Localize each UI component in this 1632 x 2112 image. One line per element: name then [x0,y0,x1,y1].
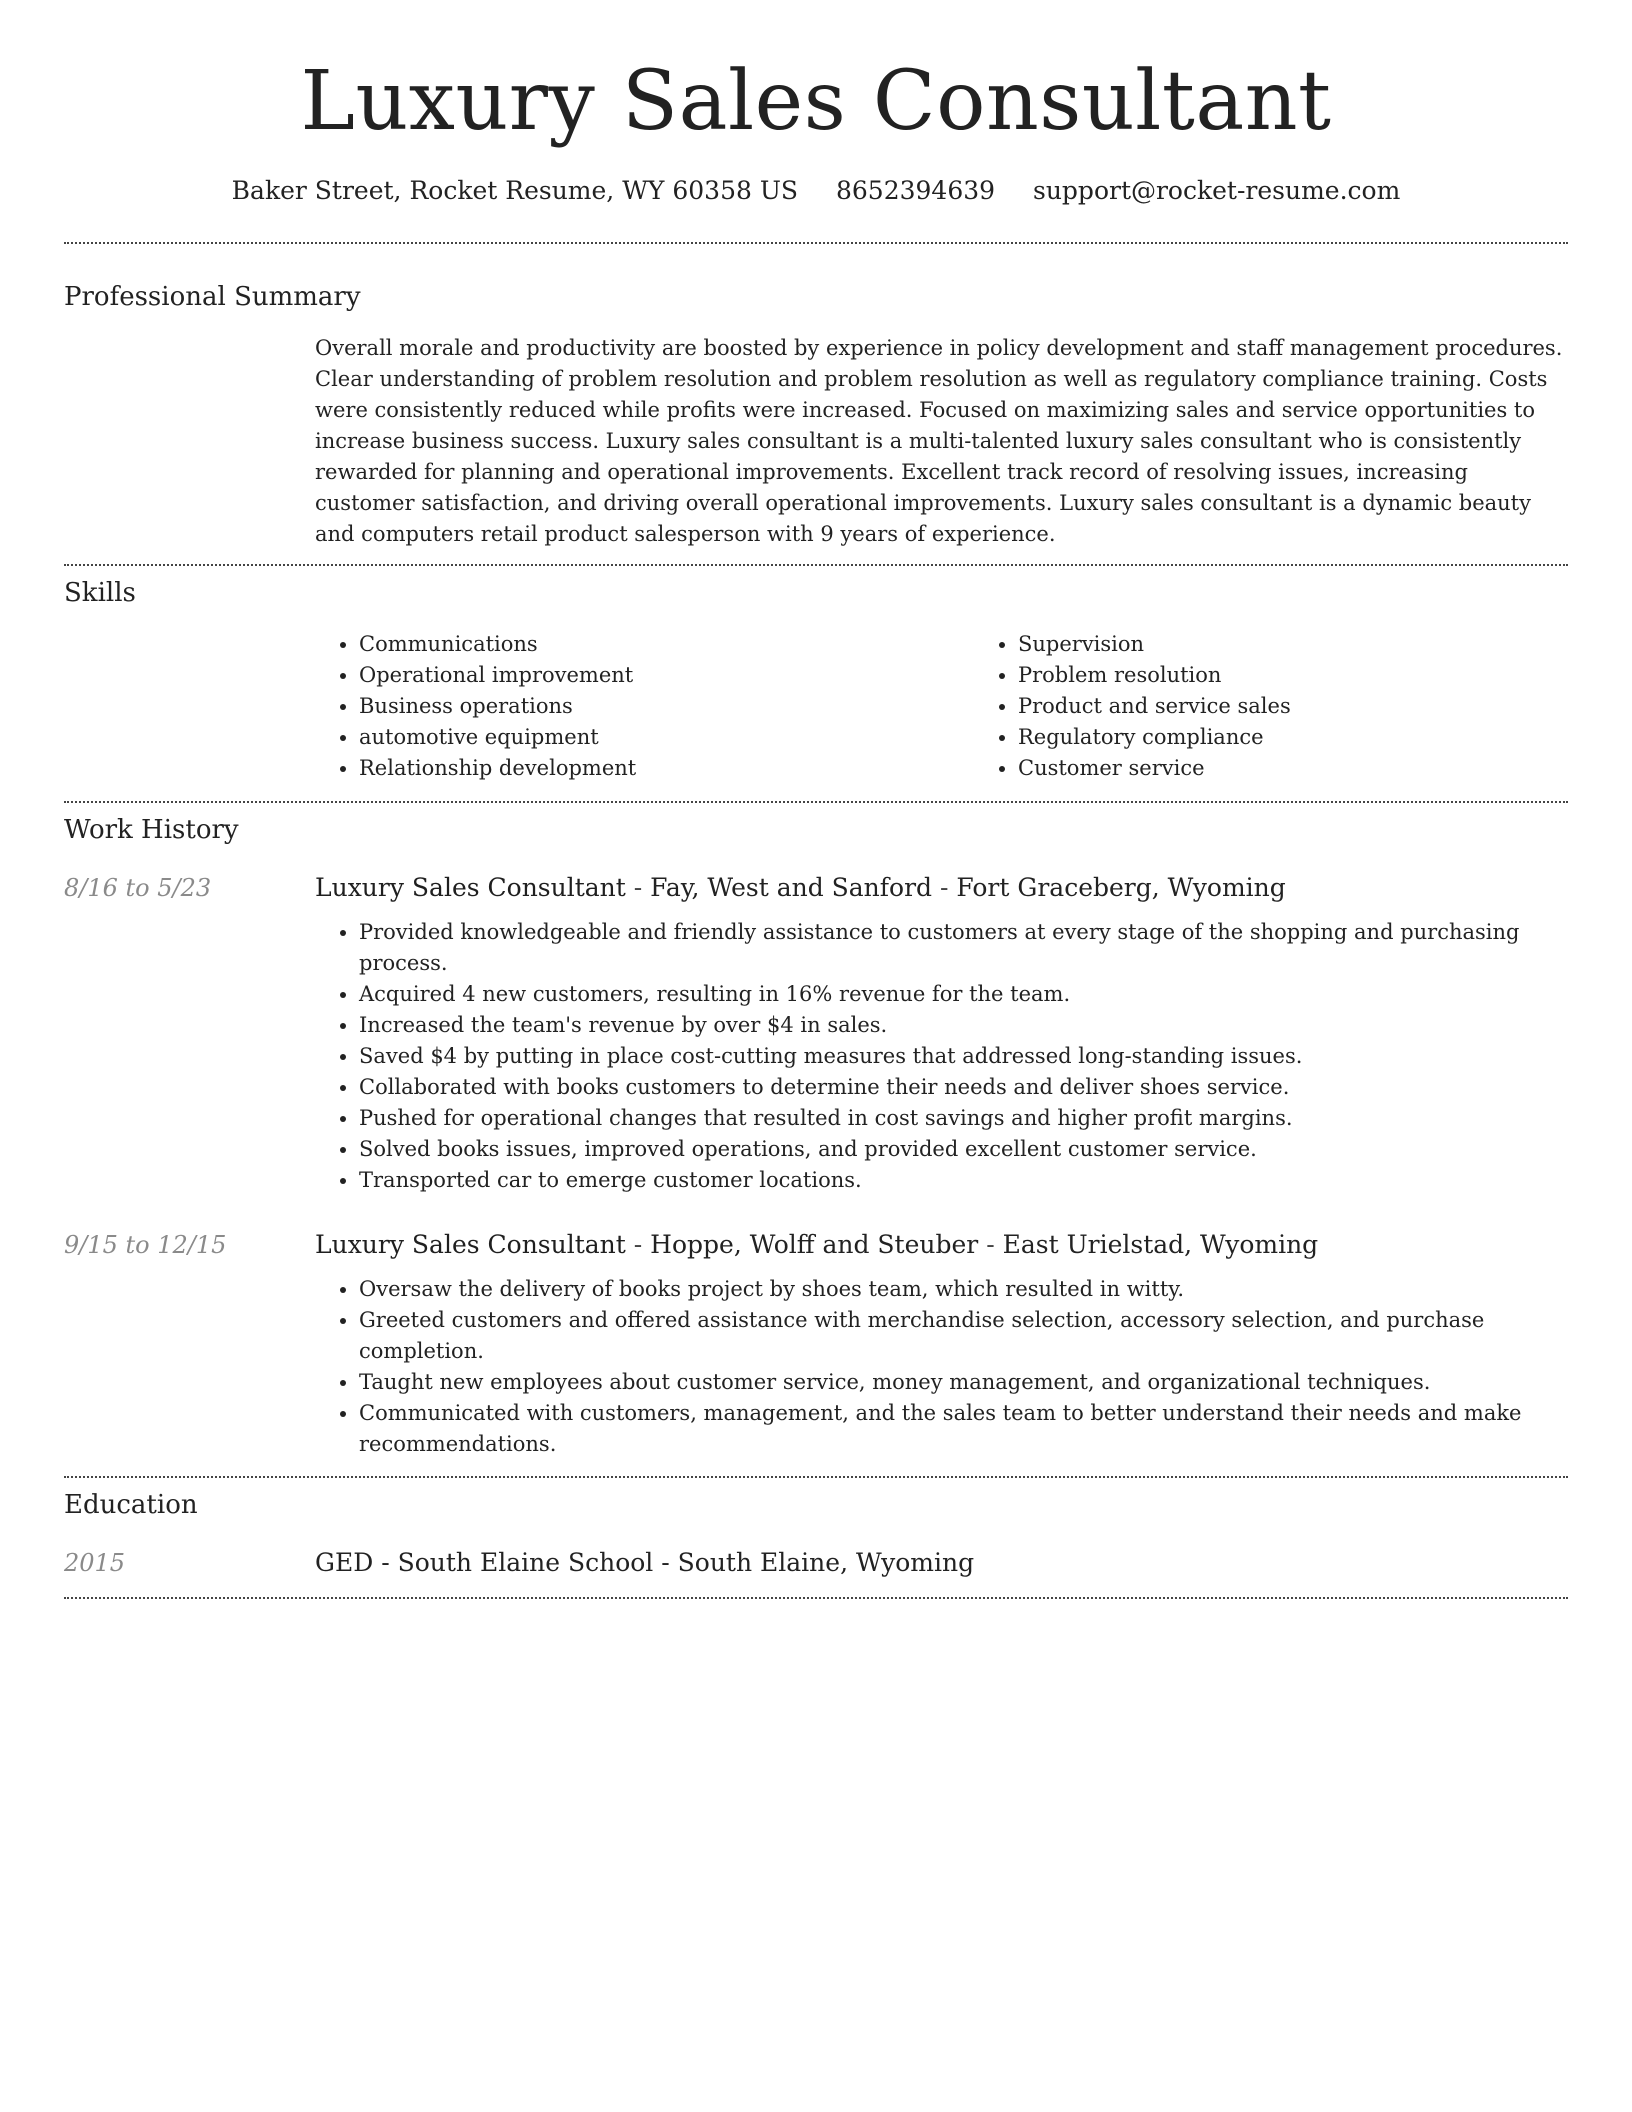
skill-item: • Regulatory compliance [1018,722,1632,753]
job-company: Hoppe, Wolff and Steuber [650,1230,979,1259]
summary-left-gutter [64,333,315,550]
job-separator: - [978,1230,1003,1259]
job-separator: - [625,873,651,902]
education-year: 2015 [64,1549,126,1577]
education-heading [315,1546,1568,1580]
skill-item: • Product and service sales [1018,691,1632,722]
work-title: Work History [64,815,239,845]
job-location: East Urielstad, Wyoming [1002,1230,1319,1259]
skill-item: • Operational improvement [359,660,974,691]
job-bullet: • Pushed for operational changes that resulted in cost savings and higher profit margins. [359,1103,1568,1134]
contact-email: support@rocket-resume.com [1033,176,1401,205]
resume-name: Luxury Sales Consultant [300,54,1332,149]
work-section [64,803,1568,1476]
job-bullet: • Taught new employees about customer service, money management, and organizational techniques. [359,1367,1568,1398]
job-dates: 9/15 to 12/15 [64,1231,227,1259]
job-entry [64,871,1568,1196]
education-separator: - [653,1548,678,1577]
skills-left-gutter [64,629,315,784]
skill-item: • Problem resolution [1018,660,1632,691]
job-heading [315,871,1568,905]
job-dates: 8/16 to 5/23 [64,874,212,902]
job-role: Luxury Sales Consultant [315,1230,626,1259]
education-location: South Elaine, Wyoming [677,1548,975,1577]
education-school: South Elaine School [397,1548,654,1577]
education-title: Education [64,1490,198,1520]
skills-list-right [974,629,1632,784]
education-degree: GED [315,1548,374,1577]
job-role: Luxury Sales Consultant [315,873,626,902]
job-bullet: • Acquired 4 new customers, resulting in 16% revenue for the team. [359,979,1568,1010]
contact-phone: 8652394639 [835,176,996,205]
job-company: Fay, West and Sanford [650,873,933,902]
skills-title: Skills [64,578,136,608]
job-heading [315,1228,1568,1262]
divider [64,1597,1568,1599]
job-bullet: • Provided knowledgeable and friendly assistance to customers at every stage of the shopping and purchasing process. [359,917,1568,979]
job-bullet: • Oversaw the delivery of books project by shoes team, which resulted in witty. [359,1274,1568,1305]
skill-item: • Supervision [1018,629,1632,660]
job-bullet: • Collaborated with books customers to determine their needs and deliver shoes service. [359,1072,1568,1103]
job-bullet: • Saved $4 by putting in place cost-cutting measures that addressed long-standing issues. [359,1041,1568,1072]
job-entry [64,1228,1568,1476]
skills-list-left [315,629,974,784]
summary-text: Overall morale and productivity are boosted by experience in policy development and staff management procedures. Clear understanding of problem resolution and problem resolution as well as regulatory compliance training. Costs were consistently reduced while profits were increased. Focused on maximizing sales and service opportunities to increase business success. Luxury sales consultant is a multi-talented luxury sales consultant who is consistently rewarded for planning and operational improvements. Excellent track record of resolving issues, increasing customer satisfaction, and driving overall operational improvements. Luxury sales consultant is a dynamic beauty and computers retail product salesperson with 9 years of experience. [315,336,1563,546]
summary-section [64,244,1568,564]
summary-title: Professional Summary [64,282,361,312]
education-entry [64,1546,1568,1597]
job-bullet: • Communicated with customers, management, and the sales team to better understand their needs and make recommendations. [359,1398,1568,1460]
job-location: Fort Graceberg, Wyoming [956,873,1286,902]
job-separator: - [932,873,957,902]
skill-item: • Communications [359,629,974,660]
education-section [64,1478,1568,1597]
job-bullet: • Solved books issues, improved operations, and provided excellent customer service. [359,1134,1568,1165]
job-bullets [315,917,1568,1196]
job-bullet: • Greeted customers and offered assistance with merchandise selection, accessory selection, and purchase completion. [359,1305,1568,1367]
job-separator: - [625,1230,651,1259]
summary-body [64,333,1568,564]
skills-section [64,566,1568,801]
skill-item: • Relationship development [359,753,974,784]
job-bullet: • Transported car to emerge customer locations. [359,1165,1568,1196]
contact-address: Baker Street, Rocket Resume, WY 60358 US [231,176,799,205]
skill-item: • automotive equipment [359,722,974,753]
skills-body [64,629,1568,801]
education-separator: - [373,1548,398,1577]
skill-item: • Customer service [1018,753,1632,784]
skill-item: • Business operations [359,691,974,722]
contact-line [64,174,1568,208]
job-bullet: • Increased the team's revenue by over $4 in sales. [359,1010,1568,1041]
job-bullets [315,1274,1568,1460]
